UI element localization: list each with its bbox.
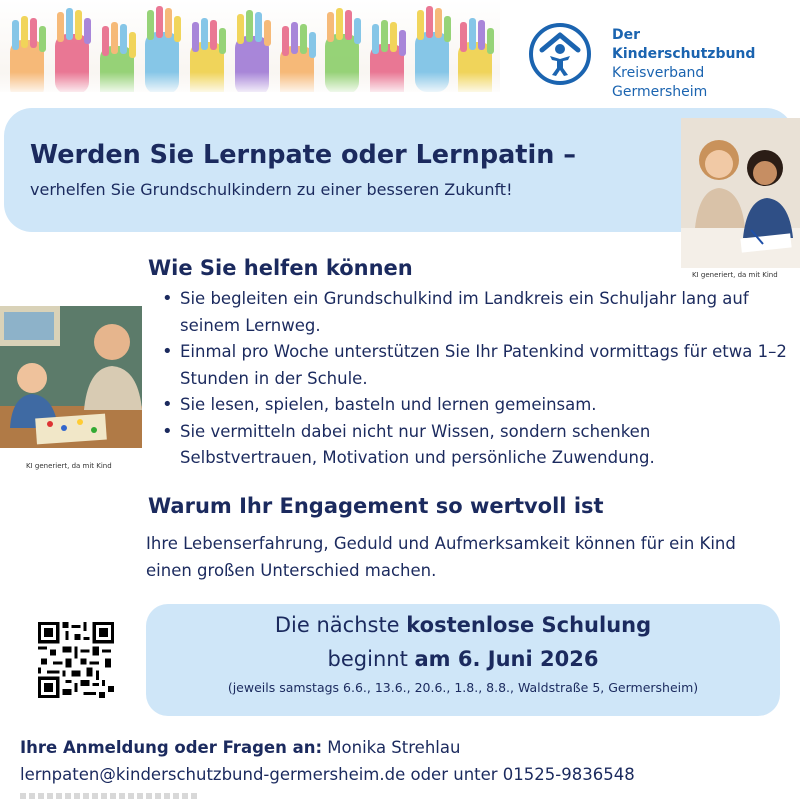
photo-caption-top-right: KI generiert, da mit Kind [692,271,778,279]
woman-girl-illustration [681,118,800,268]
photo-man-and-boy [0,306,142,448]
why-heading: Warum Ihr Engagement so wertvoll ist [148,494,604,518]
painted-hands-illustration [0,0,500,92]
photo-caption-left: KI generiert, da mit Kind [26,462,112,470]
help-bullet-item: • Sie vermitteln dabei nicht nur Wissen, sondern schenken Selbstvertrauen, Motivation und persönliche Zuwendung. [160,419,790,472]
contact-name: Monika Strehlau [322,738,461,757]
help-bullet-item: • Sie begleiten ein Grundschulkind im Landkreis ein Schuljahr lang auf seinem Lernweg. [160,286,790,339]
contact-email-phone[interactable]: lernpaten@kinderschutzbund-germersheim.de oder unter 01525-9836548 [20,765,635,784]
kinderschutzbund-logo [528,22,788,100]
page-subtitle: verhelfen Sie Grundschulkindern zu einer besseren Zukunft! [30,180,513,199]
training-line-2 [146,647,780,671]
help-bullet-item: • Sie lesen, spielen, basteln und lernen gemeinsam. [160,392,790,419]
page-title: Werden Sie Lernpate oder Lernpatin – [30,140,577,170]
man-boy-boardgame-illustration [0,306,142,448]
logo-line-1: Der Kinderschutzbund [612,27,756,62]
training-start-date: am 6. Juni 2026 [414,647,599,671]
help-bullet-item: • Einmal pro Woche unterstützen Sie Ihr Patenkind vormittags für etwa 1–2 Stunden in der Schule. [160,339,790,392]
training-dates-note: (jeweils samstags 6.6., 13.6., 20.6., 1.8., 8.8., Waldstraße 5, Germersheim) [227,680,699,695]
logo-line-2: Kreisverband [612,65,705,81]
painted-hands-banner [0,0,500,92]
footer-faint-text [20,793,200,799]
qr-code-icon[interactable] [38,622,114,698]
training-line-2-text: beginnt [327,647,415,671]
training-line-1-text: Die nächste [274,613,407,637]
contact-line-1 [20,738,460,757]
photo-woman-and-girl [681,118,800,268]
child-house-logo-icon [528,22,592,86]
why-text: Ihre Lebenserfahrung, Geduld und Aufmerksamkeit können für ein Kind einen großen Unterschied machen. [146,534,736,580]
contact-label: Ihre Anmeldung oder Fragen an: [20,738,323,757]
help-heading: Wie Sie helfen können [148,256,413,280]
logo-wordmark [612,26,788,102]
training-line-1 [146,613,780,637]
logo-line-3: Germersheim [612,84,708,100]
help-bullet-list [160,286,790,472]
training-free-label: kostenlose Schulung [406,613,652,637]
title-box [4,108,794,232]
